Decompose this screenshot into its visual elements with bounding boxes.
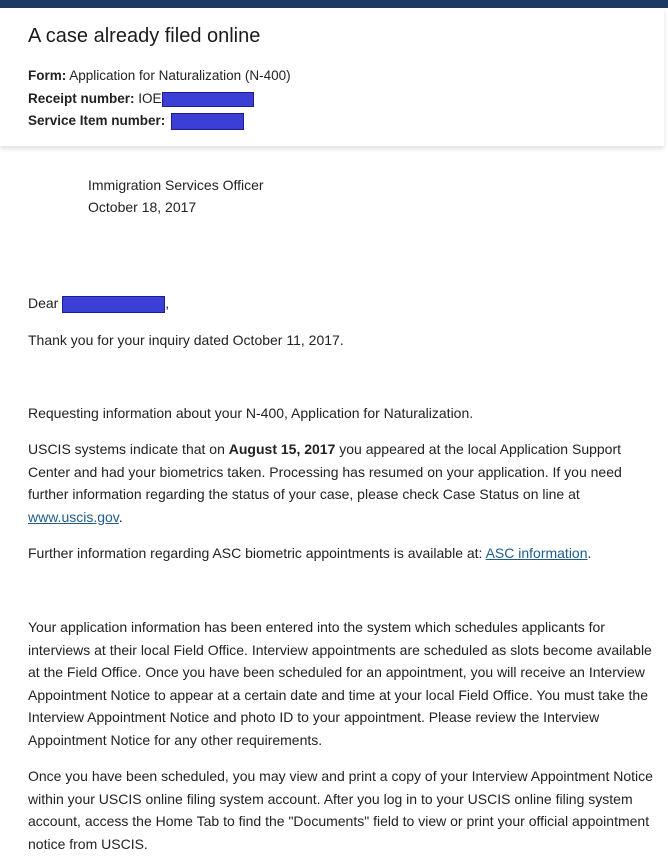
service-redaction xyxy=(171,113,244,130)
service-row xyxy=(28,113,244,130)
form-value: Application for Naturalization (N-400) xyxy=(69,68,291,83)
thanks-line: Thank you for your inquiry dated October 11, 2017. xyxy=(28,332,344,348)
interview-paragraph: Your application information has been entered into the system which schedules applicants for interviews at their local Field Office. Interview appointments are scheduled as slots become available at the Field Office. Once you have been scheduled for an appointment, you will receive an Interview Appointment Notice to appear at a certain date and time at your local Field Office. You must take the Interview Appointment Notice and photo ID to your appointment. Please review the Interview Appointment Notice for any other requirements. xyxy=(28,619,652,748)
appointment-notice-paragraph: Once you have been scheduled, you may view and print a copy of your Interview Appointment Notice within your USCIS online filing system account. After you log in to your USCIS online filing system account, access the Home Tab to find the "Documents" field to view or print your official appointment notice from USCIS. xyxy=(28,768,653,852)
receipt-prefix: IOE xyxy=(138,91,162,106)
name-redaction xyxy=(62,296,165,313)
uscis-link[interactable]: www.uscis.gov xyxy=(28,508,119,525)
biometrics-date: August 15, 2017 xyxy=(228,441,336,457)
letter-date: October 18, 2017 xyxy=(88,199,197,215)
receipt-redaction xyxy=(162,92,254,107)
salutation: Dear , xyxy=(28,295,170,311)
receipt-row xyxy=(28,91,254,107)
biometrics-paragraph: USCIS systems indicate that on August 15, 2017 you appeared at the local Application Support Center and had your biometrics taken. Processing has resumed on your application. If you need further information regarding the status of your case, please check Case Status on line at www.uscis.gov. xyxy=(28,441,622,525)
asc-paragraph: Further information regarding ASC biometric appointments is available at: ASC information. xyxy=(28,545,592,561)
form-label: Form: xyxy=(28,68,67,83)
salutation-text: Dear xyxy=(28,295,59,311)
top-bar xyxy=(0,0,668,8)
asc-information-link[interactable]: ASC information xyxy=(485,545,588,561)
page-title: A case already filed online xyxy=(28,25,261,47)
receipt-label: Receipt number: xyxy=(28,91,135,106)
request-line: Requesting information about your N-400, Application for Naturalization. xyxy=(28,405,474,421)
case-header xyxy=(0,8,664,146)
form-row xyxy=(28,68,291,83)
service-label: Service Item number: xyxy=(28,113,166,129)
officer-title: Immigration Services Officer xyxy=(88,177,264,193)
